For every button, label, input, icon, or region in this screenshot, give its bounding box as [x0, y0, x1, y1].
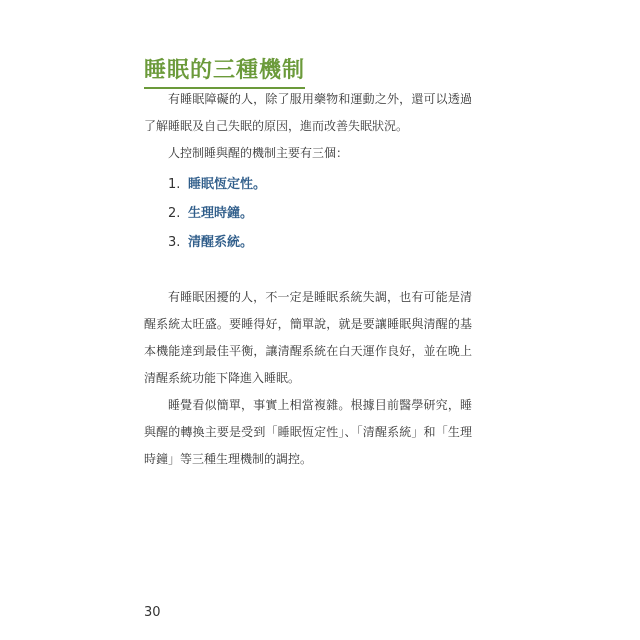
list-item-text: 睡眠恆定性。 — [188, 177, 267, 192]
body-paragraph: 睡覺看似簡單，事實上相當複雜。根據目前醫學研究，睡與醒的轉換主要是受到「睡眠恆定性」、「清醒系統」和「生理時鐘」等三種生理機制的調控。 — [144, 398, 472, 466]
list-item-number: 2. — [168, 206, 181, 221]
list-item — [168, 170, 266, 199]
body-paragraph: 有睡眠困擾的人，不一定是睡眠系統失調，也有可能是清醒系統太旺盛。要睡得好，簡單說，就是要讓睡眠與清醒的基本機能達到最佳平衡，讓清醒系統在白天運作良好，並在晚上清醒系統功能下降進入睡眠。 — [144, 290, 472, 385]
section-title: 睡眠的三種機制 — [144, 56, 305, 89]
mechanism-intro-paragraph: 人控制睡與醒的機制主要有三個： — [168, 146, 349, 160]
mechanism-list — [168, 170, 266, 257]
page-number: 30 — [144, 605, 161, 620]
list-item-number: 3. — [168, 235, 181, 250]
list-item — [168, 199, 266, 228]
list-item — [168, 228, 266, 257]
list-item-text: 清醒系統。 — [188, 235, 254, 250]
list-item-text: 生理時鐘。 — [188, 206, 254, 221]
intro-paragraph: 有睡眠障礙的人，除了服用藥物和運動之外，還可以透過了解睡眠及自己失眠的原因，進而改善失眠狀況。 — [144, 92, 472, 133]
list-item-number: 1. — [168, 177, 181, 192]
